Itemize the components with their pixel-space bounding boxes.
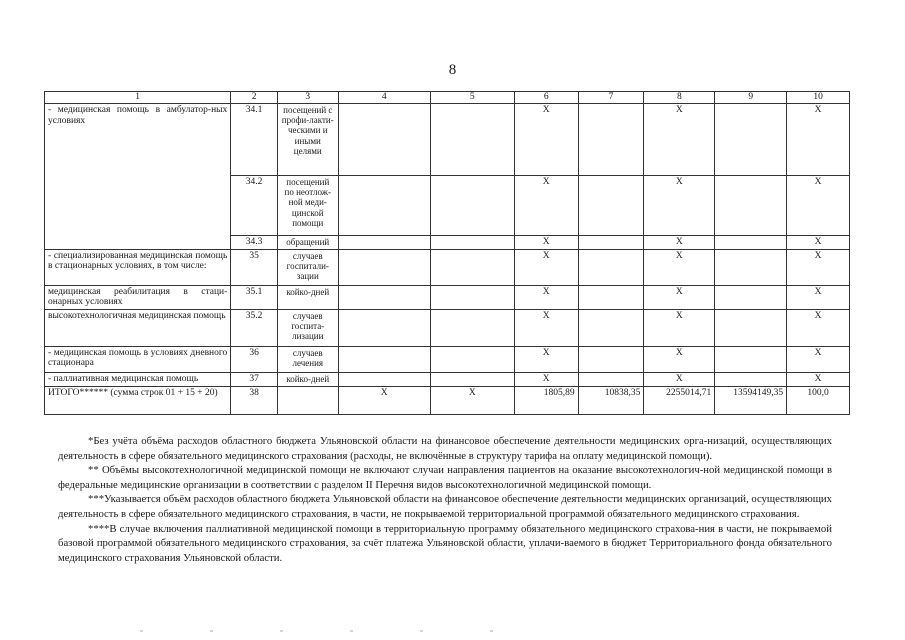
unit-cell: койко-дней: [277, 285, 338, 309]
unit-cell: [277, 386, 338, 414]
value-cell: X: [787, 176, 850, 236]
header-cell: 7: [578, 92, 644, 104]
value-cell: 100,0: [787, 386, 850, 414]
value-cell: X: [514, 309, 578, 346]
header-cell: 5: [430, 92, 514, 104]
value-cell: X: [644, 236, 715, 250]
value-cell: [430, 236, 514, 250]
header-cell: 8: [644, 92, 715, 104]
table-row: [45, 249, 850, 285]
value-cell: X: [787, 236, 850, 250]
value-cell: [338, 249, 430, 285]
footnote: *Без учёта объёма расходов областного бюджета Ульяновской области на финансовое обеспечение деятельности медицинских орга-низаций, осуществляющих деятельность в сфере обязательного медицинского страхования (расходы, не включённые в структуру тарифа на оплату медицинской помощи).: [58, 435, 832, 462]
unit-cell: посещений с профи-лакти-ческими и иными целями: [277, 104, 338, 176]
header-cell: 3: [277, 92, 338, 104]
scan-artifact: [140, 630, 540, 632]
row-number-cell: 37: [231, 372, 278, 386]
value-cell: [338, 104, 430, 176]
value-cell: X: [644, 309, 715, 346]
total-row: [45, 386, 850, 414]
table-header-row: [45, 92, 850, 104]
value-cell: X: [514, 236, 578, 250]
value-cell: [338, 346, 430, 372]
row-number-cell: 38: [231, 386, 278, 414]
value-cell: [430, 346, 514, 372]
row-number-cell: 35.1: [231, 285, 278, 309]
value-cell: X: [787, 104, 850, 176]
unit-cell: койко-дней: [277, 372, 338, 386]
indicator-cell: - медицинская помощь в амбулатор-ных условиях: [45, 104, 231, 250]
header-cell: 10: [787, 92, 850, 104]
indicator-cell: медицинская реабилитация в стаци-онарных условиях: [45, 285, 231, 309]
footnotes: [58, 434, 832, 565]
header-cell: 9: [715, 92, 787, 104]
indicator-cell: - специализированная медицинская помощь в стационарных условиях, в том числе:: [45, 249, 231, 285]
value-cell: X: [514, 249, 578, 285]
value-cell: X: [644, 285, 715, 309]
value-cell: X: [787, 346, 850, 372]
row-number-cell: 34.3: [231, 236, 278, 250]
value-cell: X: [787, 372, 850, 386]
indicator-cell: - медицинская помощь в условиях дневного стационара: [45, 346, 231, 372]
indicator-cell: - паллиативная медицинская помощь: [45, 372, 231, 386]
value-cell: X: [338, 386, 430, 414]
value-cell: X: [644, 176, 715, 236]
value-cell: X: [644, 104, 715, 176]
value-cell: [578, 104, 644, 176]
value-cell: [715, 104, 787, 176]
value-cell: [430, 309, 514, 346]
value-cell: [338, 372, 430, 386]
value-cell: [715, 236, 787, 250]
unit-cell: посещений по неотлож-ной меди-цинской помощи: [277, 176, 338, 236]
value-cell: X: [787, 249, 850, 285]
value-cell: [578, 309, 644, 346]
value-cell: [715, 176, 787, 236]
footnote: ***Указывается объём расходов областного бюджета Ульяновской области на финансовое обеспечение деятельности медицинских организаций, осуществляющих деятельность в сфере обязательного медицинского страхования, в части, не покрываемой территориальной программой обязательного медицинского страхования.: [58, 493, 832, 520]
value-cell: [578, 249, 644, 285]
value-cell: X: [787, 285, 850, 309]
value-cell: [338, 176, 430, 236]
table-row: [45, 372, 850, 386]
value-cell: [430, 285, 514, 309]
footnote: ** Объёмы высокотехнологичной медицинской помощи не включают случаи направления пациентов на оказание высокотехнологич-ной медицинской помощи в федеральные медицинские организации в соответствии с разделом II Перечня видов высокотехнологичной медицинской помощи.: [58, 464, 832, 491]
page-number: 8: [448, 62, 457, 78]
value-cell: X: [514, 372, 578, 386]
data-table: [44, 91, 850, 415]
value-cell: [430, 249, 514, 285]
value-cell: [578, 285, 644, 309]
value-cell: [578, 176, 644, 236]
value-cell: X: [514, 176, 578, 236]
header-cell: 6: [514, 92, 578, 104]
unit-cell: случаев лечения: [277, 346, 338, 372]
value-cell: [430, 104, 514, 176]
value-cell: X: [787, 309, 850, 346]
value-cell: [715, 249, 787, 285]
unit-cell: случаев госпитали-зации: [277, 249, 338, 285]
table-row: [45, 285, 850, 309]
header-cell: 4: [338, 92, 430, 104]
value-cell: 1805,89: [514, 386, 578, 414]
value-cell: [715, 285, 787, 309]
value-cell: [338, 236, 430, 250]
value-cell: X: [514, 346, 578, 372]
row-number-cell: 35: [231, 249, 278, 285]
row-number-cell: 34.1: [231, 104, 278, 176]
footnote: ****В случае включения паллиативной медицинской помощи в территориальную программу обязательного медицинского страхова-ния в части, не покрываемой базовой программой обязательного медицинского страхования, за счёт платежа Ульяновской области, уплачи-ваемого в бюджет Территориального фонда обязательного медицинского страхования Ульяновской области.: [58, 522, 832, 564]
value-cell: [578, 236, 644, 250]
value-cell: X: [514, 285, 578, 309]
row-number-cell: 35.2: [231, 309, 278, 346]
value-cell: 10838,35: [578, 386, 644, 414]
value-cell: X: [644, 249, 715, 285]
row-number-cell: 34.2: [231, 176, 278, 236]
header-cell: 1: [45, 92, 231, 104]
header-cell: 2: [231, 92, 278, 104]
value-cell: [715, 372, 787, 386]
value-cell: X: [514, 104, 578, 176]
table-row: [45, 104, 850, 176]
value-cell: X: [644, 346, 715, 372]
indicator-cell: ИТОГО****** (сумма строк 01 + 15 + 20): [45, 386, 231, 414]
value-cell: X: [644, 372, 715, 386]
value-cell: [578, 372, 644, 386]
value-cell: [578, 346, 644, 372]
value-cell: [430, 372, 514, 386]
row-number-cell: 36: [231, 346, 278, 372]
value-cell: 13594149,35: [715, 386, 787, 414]
indicator-cell: высокотехнологичная медицинская помощь: [45, 309, 231, 346]
unit-cell: обращений: [277, 236, 338, 250]
value-cell: [715, 309, 787, 346]
value-cell: [715, 346, 787, 372]
table-row: [45, 346, 850, 372]
unit-cell: случаев госпита-лизации: [277, 309, 338, 346]
value-cell: 2255014,71: [644, 386, 715, 414]
value-cell: X: [430, 386, 514, 414]
value-cell: [338, 309, 430, 346]
value-cell: [430, 176, 514, 236]
value-cell: [338, 285, 430, 309]
table-row: [45, 309, 850, 346]
